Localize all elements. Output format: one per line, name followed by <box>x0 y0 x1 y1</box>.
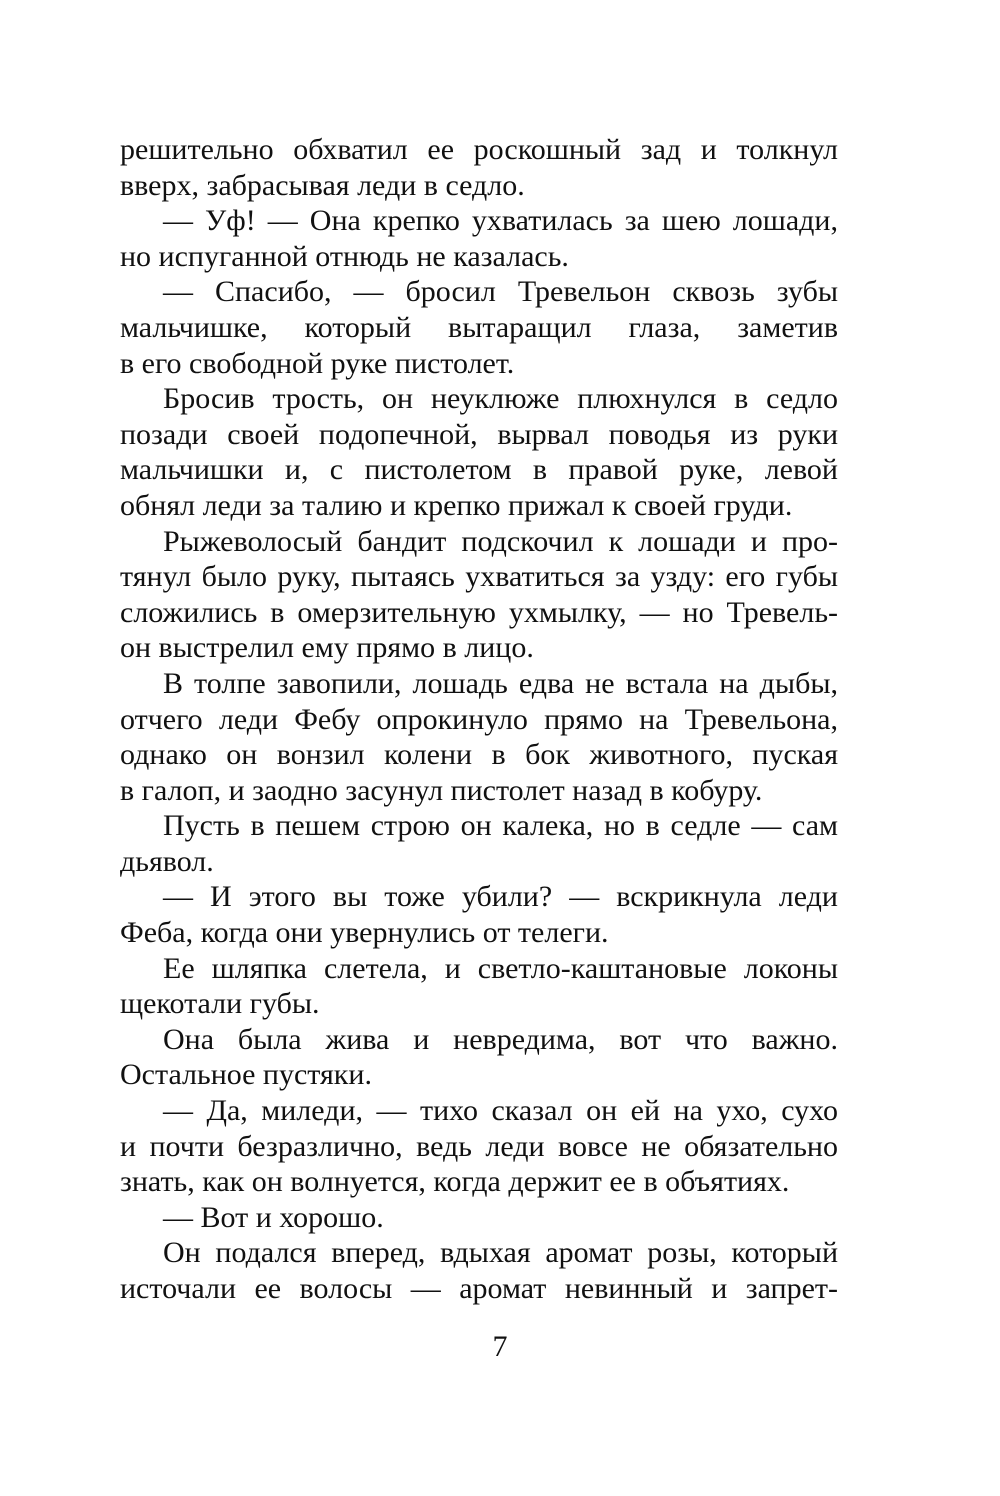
paragraph-4 <box>120 381 838 523</box>
page-number: 7 <box>492 1330 508 1363</box>
paragraph-9 <box>120 951 838 1022</box>
paragraph-7 <box>120 808 838 879</box>
text-line: но испуганной отнюдь не казалась. <box>120 239 569 273</box>
paragraph-3 <box>120 274 838 381</box>
paragraph-8 <box>120 879 838 950</box>
text-line: В толпе завопили, лошадь едва не встала на дыбы, <box>163 666 838 700</box>
text-line: Она была жива и невредима, вот что важно. <box>163 1022 838 1056</box>
paragraph-2 <box>120 203 838 274</box>
paragraph-12 <box>120 1200 838 1236</box>
text-line: Феба, когда они увернулись от телеги. <box>120 916 609 950</box>
text-line: — Вот и хорошо. <box>163 1200 384 1234</box>
text-line: — Да, миледи, — тихо сказал он ей на ухо, сухо <box>163 1094 838 1128</box>
text-line: однако он вонзил колени в бок животного, пуская <box>120 738 838 772</box>
text-line: он выстрелил ему прямо в лицо. <box>120 631 534 665</box>
body-text <box>120 132 838 1307</box>
text-line: позади своей подопечной, вырвал поводья из руки <box>120 417 838 451</box>
text-line: дьявол. <box>120 844 214 878</box>
text-line: Рыжеволосый бандит подскочил к лошади и про- <box>163 524 838 558</box>
text-line: сложились в омерзительную ухмылку, — но Тревель- <box>120 595 838 629</box>
paragraph-11 <box>120 1093 838 1200</box>
text-line: Ее шляпка слетела, и светло-каштановые локоны <box>163 951 838 985</box>
text-line: — Спасибо, — бросил Тревельон сквозь зубы <box>163 275 838 309</box>
paragraph-13 <box>120 1235 838 1306</box>
text-line: щекотали губы. <box>120 987 320 1021</box>
text-line: знать, как он волнуется, когда держит ее в объятиях. <box>120 1165 790 1199</box>
text-line: мальчишки и, с пистолетом в правой руке, левой <box>120 453 838 487</box>
text-line: в галоп, и заодно засунул пистолет назад в кобуру. <box>120 773 763 807</box>
text-line: отчего леди Фебу опрокинуло прямо на Тревельона, <box>120 702 838 736</box>
text-line: решительно обхватил ее роскошный зад и толкнул <box>120 133 838 166</box>
text-line: источали ее волосы — аромат невинный и запрет- <box>120 1272 838 1305</box>
text-line: обнял леди за талию и крепко прижал к своей груди. <box>120 488 793 522</box>
text-line: и почти безразлично, ведь леди вовсе не обязательно <box>120 1129 838 1163</box>
text-line: вверх, забрасывая леди в седло. <box>120 168 525 202</box>
paragraph-5 <box>120 524 838 666</box>
paragraph-1 <box>120 132 838 203</box>
text-line: мальчишке, который вытаращил глаза, заметив <box>120 310 838 344</box>
paragraph-10 <box>120 1022 838 1093</box>
paragraph-6 <box>120 666 838 808</box>
text-line: Бросив трость, он неуклюже плюхнулся в седло <box>163 382 838 416</box>
text-line: Пусть в пешем строю он калека, но в седле — сам <box>163 809 838 843</box>
text-line: в его свободной руке пистолет. <box>120 346 515 380</box>
text-line: Он подался вперед, вдыхая аромат розы, который <box>163 1236 838 1270</box>
text-line: тянул было руку, пытаясь ухватиться за узду: его губы <box>120 560 838 594</box>
text-line: — Уф! — Она крепко ухватилась за шею лошади, <box>163 204 838 238</box>
text-line: Остальное пустяки. <box>120 1058 372 1092</box>
text-line: — И этого вы тоже убили? — вскрикнула леди <box>163 880 838 914</box>
